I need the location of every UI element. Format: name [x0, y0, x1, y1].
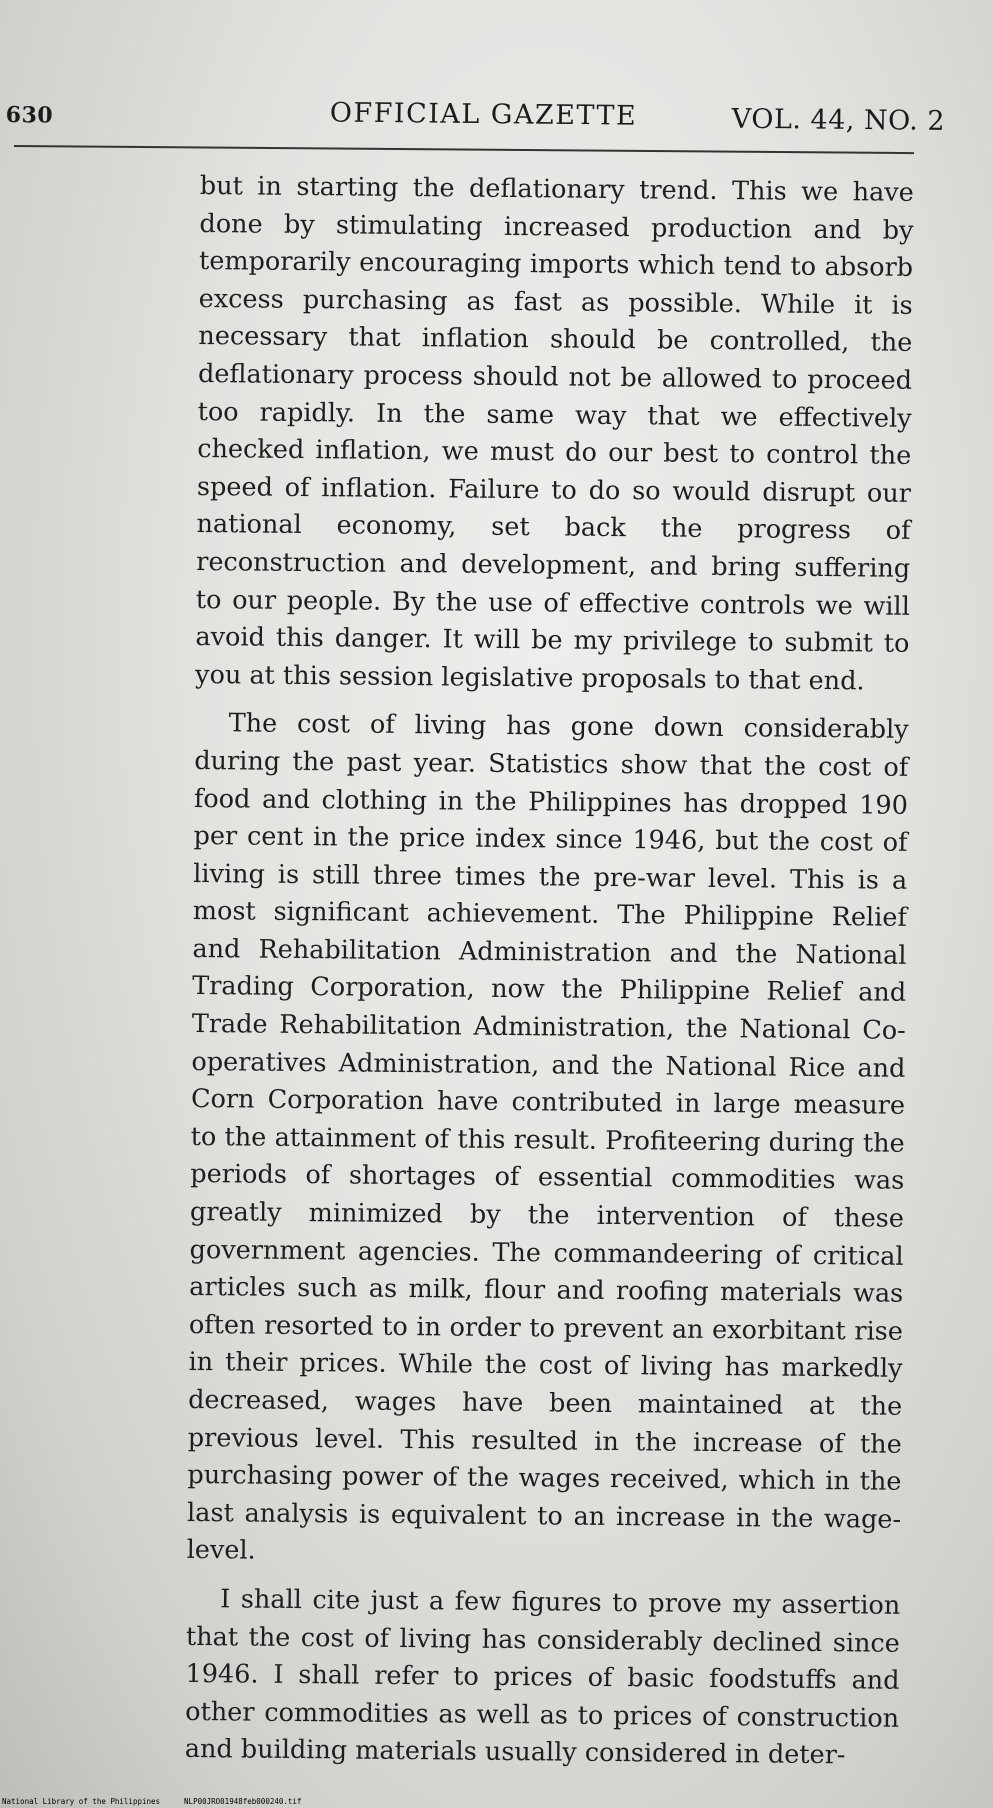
scan-footer — [2, 1797, 301, 1806]
scan-file-id: NLP00JRO01948feb000240.tif — [184, 1797, 302, 1806]
running-header — [0, 92, 993, 142]
body-text — [185, 168, 914, 1787]
header-rule — [14, 145, 914, 154]
paragraph-figures: I shall cite just a few figures to prove my assertion that the cost of living has considerably declined since 1946. I shall refer to prices of basic foodstuffs and other commodities as well as to prices of construction and building materials usually considered in deter- — [184, 1584, 901, 1771]
library-credit: National Library of the Philippines — [2, 1797, 161, 1806]
page-number: 630 — [5, 102, 54, 129]
publication-title: OFFICIAL GAZETTE — [329, 97, 638, 132]
paragraph-cost-of-living: The cost of living has gone down considerably during the past year. Statistics show that the cost of food and clothing in the Philippines has dropped 190 per cent in the price index since 1946, but the cost of living is still three times the pre-war level. This is a most significant achievement. The Philippine Relief and Rehabilitation Administration and the National Trading Corporation, now the Philippine Relief and Trade Rehabilitation Administration, the National Co-operatives Administration, and the National Rice and Corn Corporation have contributed in large measure to the attainment of this result. Profiteering during the periods of shortages of essential commodities was greatly minimized by the intervention of these government agencies. The commandeering of critical articles such as milk, flour and roofing materials was often resorted to in order to prevent an exorbitant rise in their prices. While the cost of living has markedly decreased, wages have been maintained at the previous level. This resulted in the increase of the purchasing power of the wages received, which in the last analysis is equivalent to an increase in the wage-level. — [186, 708, 909, 1566]
volume-issue: VOL. 44, NO. 2 — [731, 103, 946, 137]
paragraph-continuation: but in starting the deflationary trend. This we have done by stimulating increased production and by temporarily encouraging imports which tend to absorb excess purchasing as fast as possible. While it is necessary that inflation should be controlled, the deflationary process should not be allowed to proceed too rapidly. In the same way that we effectively checked inflation, we must do our best to control the speed of inflation. Failure to do so would disrupt our national economy, set back the progress of reconstruction and development, and bring suffering to our people. By the use of effective controls we will avoid this danger. It will be my privilege to submit to you at this session legislative proposals to that end. — [194, 170, 914, 697]
